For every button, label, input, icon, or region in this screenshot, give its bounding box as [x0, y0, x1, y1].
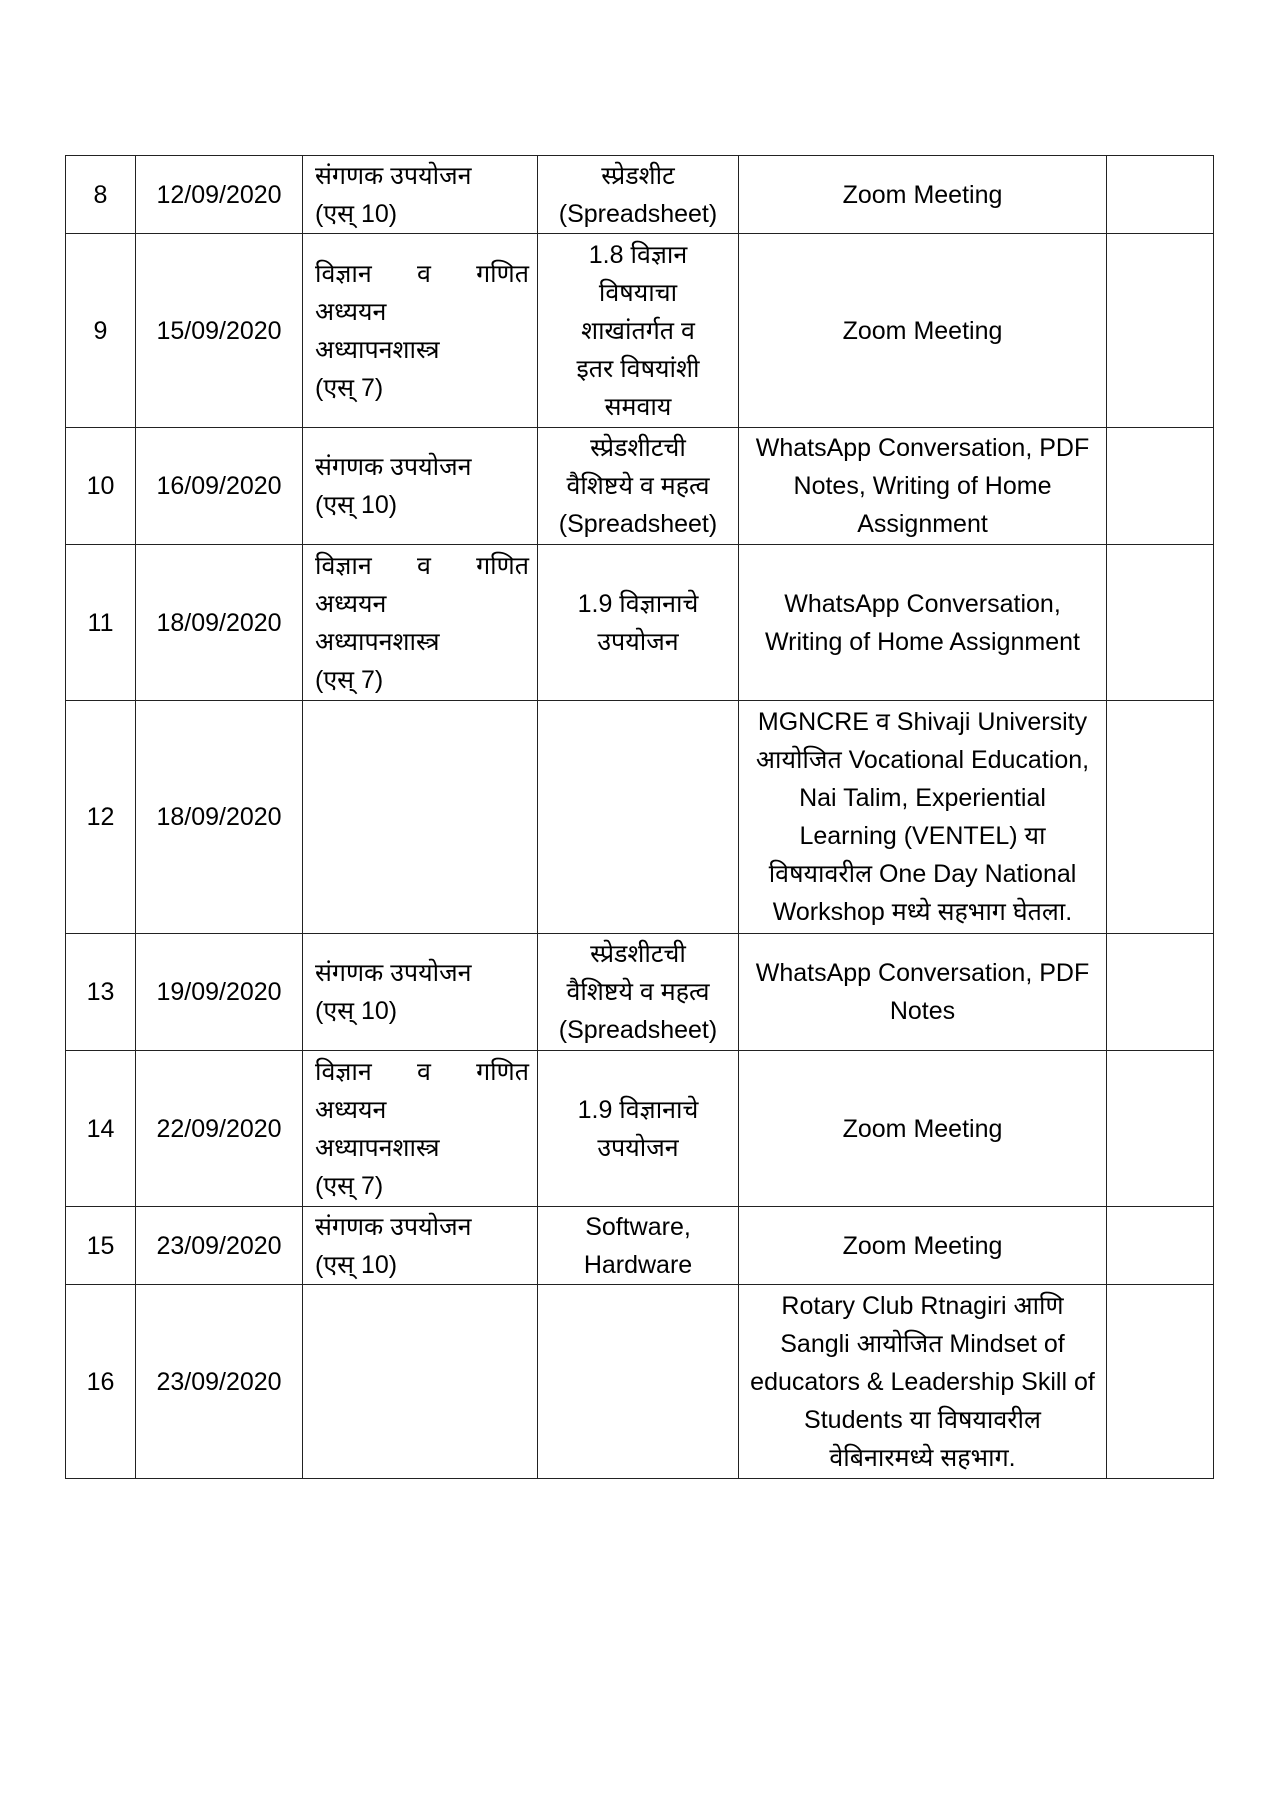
- date-cell: 16/09/2020: [136, 428, 303, 545]
- mode-cell: WhatsApp Conversation, PDF Notes, Writing of Home Assignment: [739, 428, 1107, 545]
- subject-cell: [303, 156, 538, 234]
- serial-number-cell: 10: [66, 428, 136, 545]
- topic-cell: स्प्रेडशीटची वैशिष्टये व महत्व (Spreadsheet): [538, 428, 739, 545]
- topic-cell: 1.9 विज्ञानाचे उपयोजन: [538, 1051, 739, 1207]
- subject-cell: [303, 701, 538, 934]
- subject-line: (एस् 10): [315, 1250, 398, 1279]
- remark-cell: [1107, 156, 1214, 234]
- remark-cell: [1107, 545, 1214, 701]
- serial-number-cell: 8: [66, 156, 136, 234]
- subject-line: विज्ञान व गणित: [315, 551, 529, 580]
- subject-line: अध्ययन: [315, 297, 387, 326]
- subject-line: संगणक उपयोजन: [315, 1212, 472, 1241]
- topic-cell: Software, Hardware: [538, 1207, 739, 1285]
- remark-cell: [1107, 701, 1214, 934]
- mode-cell: Zoom Meeting: [739, 156, 1107, 234]
- subject-line: (एस् 10): [315, 997, 398, 1025]
- mode-cell: Rotary Club Rtnagiri आणि Sangli आयोजित Mindset of educators & Leadership Skill of Students या विषयावरील वेबिनारमध्ये सहभाग.: [739, 1285, 1107, 1479]
- table-row: [66, 1051, 1214, 1207]
- date-cell: 15/09/2020: [136, 234, 303, 428]
- remark-cell: [1107, 428, 1214, 545]
- subject-cell: [303, 934, 538, 1051]
- subject-cell: [303, 1285, 538, 1479]
- subject-line: अध्यापनशास्त्र: [315, 1133, 440, 1162]
- subject-line: संगणक उपयोजन: [315, 453, 472, 481]
- table-row: [66, 1207, 1214, 1285]
- subject-line: अध्ययन: [315, 1095, 387, 1124]
- table-row: [66, 234, 1214, 428]
- table-row: [66, 1285, 1214, 1479]
- subject-cell: [303, 1207, 538, 1285]
- topic-cell: 1.9 विज्ञानाचे उपयोजन: [538, 545, 739, 701]
- subject-line: (एस् 10): [315, 199, 398, 228]
- subject-line: (एस् 7): [315, 1171, 384, 1200]
- date-cell: 22/09/2020: [136, 1051, 303, 1207]
- activity-log-body: [66, 156, 1214, 1479]
- serial-number-cell: 9: [66, 234, 136, 428]
- mode-cell: WhatsApp Conversation, PDF Notes: [739, 934, 1107, 1051]
- table-row: [66, 934, 1214, 1051]
- remark-cell: [1107, 234, 1214, 428]
- table-row: [66, 545, 1214, 701]
- topic-cell: [538, 701, 739, 934]
- date-cell: 23/09/2020: [136, 1207, 303, 1285]
- topic-cell: 1.8 विज्ञान विषयाचा शाखांतर्गत व इतर विषयांशी समवाय: [538, 234, 739, 428]
- subject-line: संगणक उपयोजन: [315, 959, 472, 987]
- subject-cell: [303, 1051, 538, 1207]
- subject-cell: [303, 545, 538, 701]
- subject-line: विज्ञान व गणित: [315, 259, 529, 288]
- table-row: [66, 701, 1214, 934]
- subject-line: (एस् 7): [315, 665, 384, 694]
- activity-log-table: [65, 155, 1214, 1479]
- subject-line: अध्यापनशास्त्र: [315, 335, 440, 364]
- mode-cell: MGNCRE व Shivaji University आयोजित Vocational Education, Nai Talim, Experiential Learning (VENTEL) या विषयावरील One Day National Workshop मध्ये सहभाग घेतला.: [739, 701, 1107, 934]
- subject-cell: [303, 234, 538, 428]
- date-cell: 18/09/2020: [136, 545, 303, 701]
- mode-cell: Zoom Meeting: [739, 1051, 1107, 1207]
- subject-cell: [303, 428, 538, 545]
- serial-number-cell: 14: [66, 1051, 136, 1207]
- date-cell: 23/09/2020: [136, 1285, 303, 1479]
- date-cell: 18/09/2020: [136, 701, 303, 934]
- date-cell: 12/09/2020: [136, 156, 303, 234]
- topic-cell: [538, 1285, 739, 1479]
- subject-line: विज्ञान व गणित: [315, 1057, 529, 1086]
- subject-line: अध्ययन: [315, 589, 387, 618]
- serial-number-cell: 15: [66, 1207, 136, 1285]
- mode-cell: Zoom Meeting: [739, 1207, 1107, 1285]
- subject-line: (एस् 7): [315, 373, 384, 402]
- mode-cell: WhatsApp Conversation, Writing of Home Assignment: [739, 545, 1107, 701]
- serial-number-cell: 11: [66, 545, 136, 701]
- remark-cell: [1107, 1285, 1214, 1479]
- subject-line: (एस् 10): [315, 491, 398, 519]
- table-row: [66, 156, 1214, 234]
- serial-number-cell: 16: [66, 1285, 136, 1479]
- subject-line: अध्यापनशास्त्र: [315, 627, 440, 656]
- mode-cell: Zoom Meeting: [739, 234, 1107, 428]
- remark-cell: [1107, 1207, 1214, 1285]
- table-row: [66, 428, 1214, 545]
- date-cell: 19/09/2020: [136, 934, 303, 1051]
- topic-cell: स्प्रेडशीट (Spreadsheet): [538, 156, 739, 234]
- remark-cell: [1107, 934, 1214, 1051]
- serial-number-cell: 12: [66, 701, 136, 934]
- subject-line: संगणक उपयोजन: [315, 161, 472, 190]
- topic-cell: स्प्रेडशीटची वैशिष्टये व महत्व (Spreadsheet): [538, 934, 739, 1051]
- serial-number-cell: 13: [66, 934, 136, 1051]
- remark-cell: [1107, 1051, 1214, 1207]
